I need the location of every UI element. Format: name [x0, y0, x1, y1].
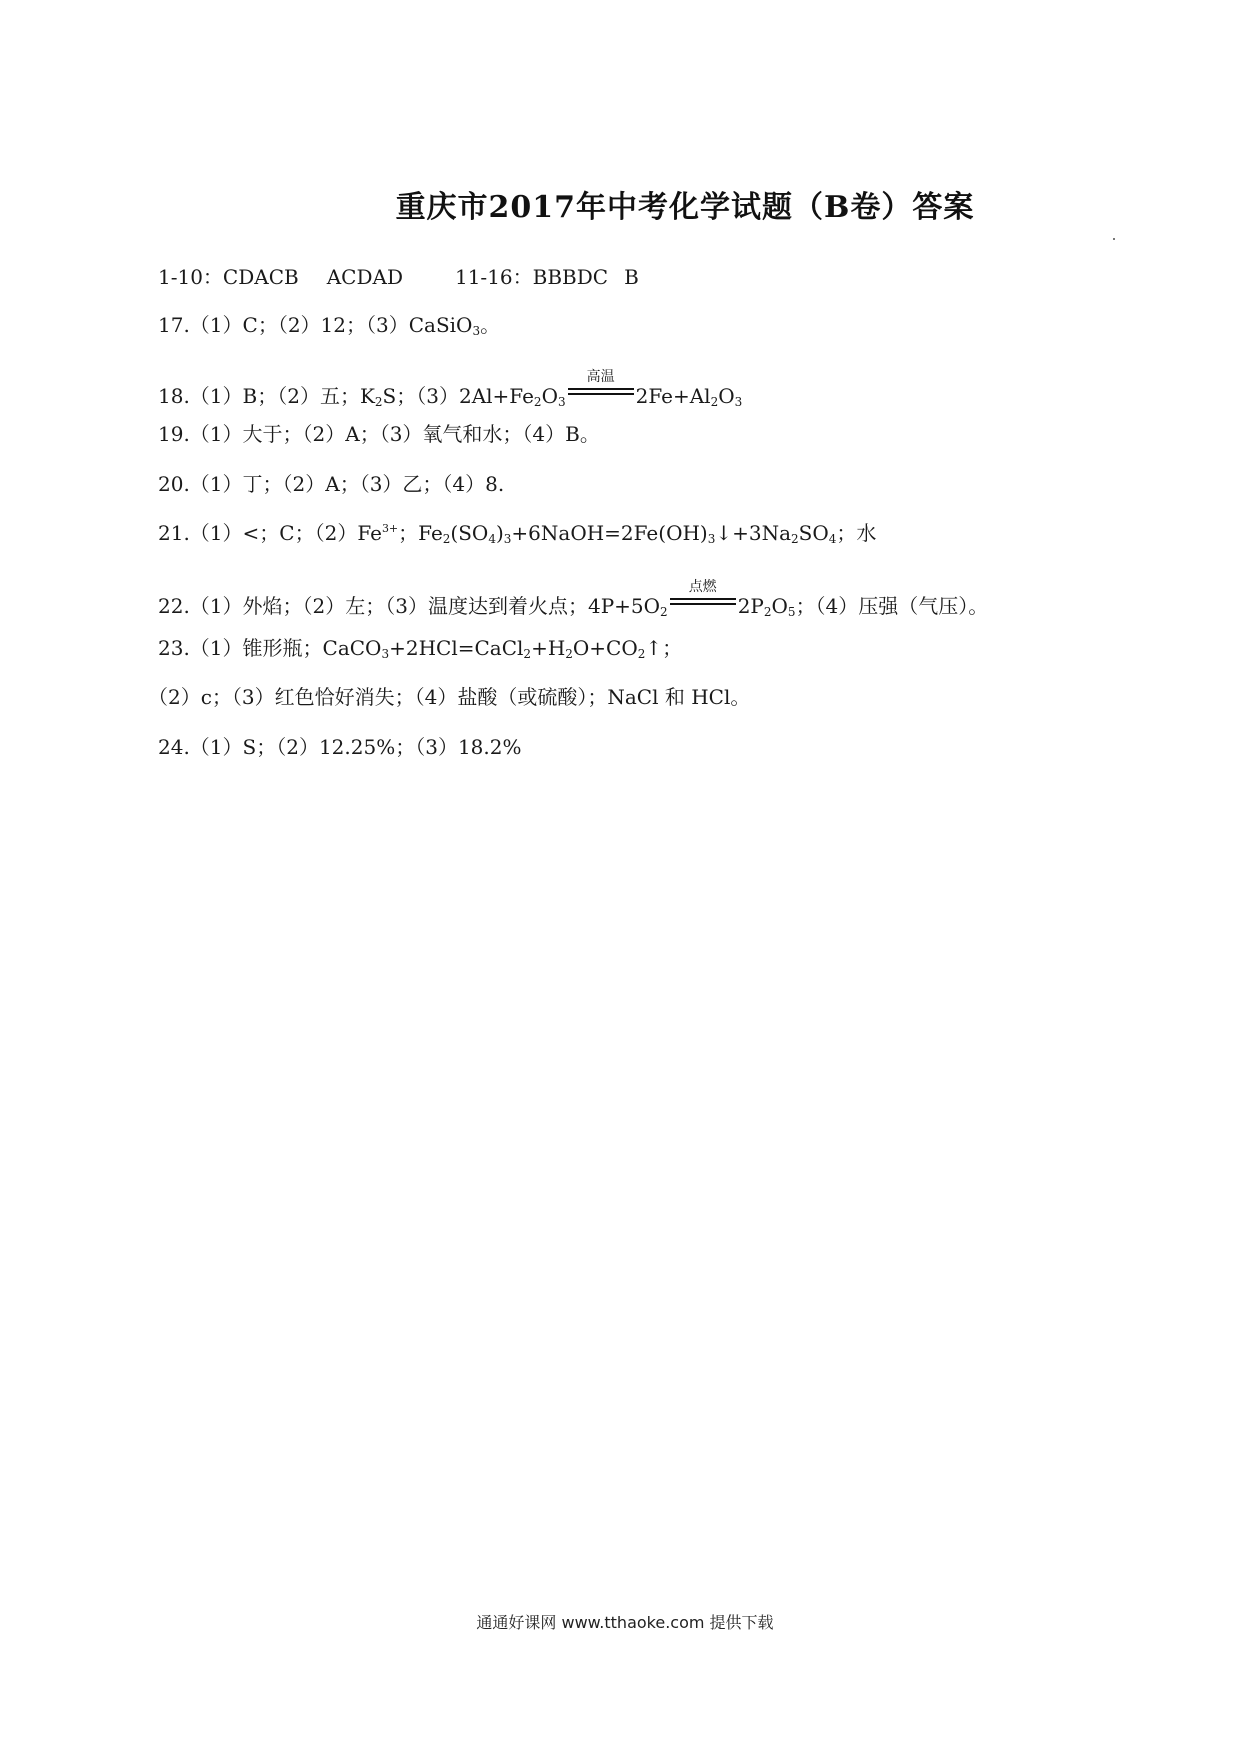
answer-line-20: 20.（1）丁；（2）A；（3）乙；（4）8.: [158, 472, 505, 496]
reaction-condition-ignite: 点燃: [670, 598, 736, 618]
answer-line-18: 18.（1）B；（2）五；$K_2S$；$(3)2Al+Fe_2O_3$ 高温 $2Fe+Al_2O_3$: [158, 368, 743, 409]
answer-line-23-cont: （2）c；（3）红色恰好消失；（4）盐酸（或硫酸）；NaCl 和 HCl。: [148, 685, 751, 709]
answer-1-10-a: 1-10：CDACB: [158, 265, 299, 289]
answer-11-16-a: 11-16：BBBDC: [454, 265, 609, 289]
answer-1-10-b: ACDAD: [326, 265, 403, 289]
reaction-condition-high-temp: 高温: [568, 388, 634, 408]
answer-line-22: 22.（1）外焰；（2）左；（3）温度达到着火点；$4P+5O_2$ 点燃 $2P_2O_5$；（4）压强（气压）。: [158, 578, 989, 619]
scan-speck: [1113, 238, 1115, 240]
answer-line-1-16: [158, 261, 639, 290]
answer-line-24: 24.（1）S；（2）12.25%；（3）18.2%: [158, 735, 522, 759]
answer-11-16-b: B: [624, 265, 639, 289]
footer-source: 通通好课网 www.tthaoke.com 提供下载: [476, 1613, 774, 1632]
answer-line-19: 19.（1）大于；（2）A；（3）氧气和水；（4）B。: [158, 422, 600, 446]
answer-line-17: 17.（1）C；（2）12；（3）CaSiO$_3$。: [158, 313, 501, 338]
answer-line-23: 23.（1）锥形瓶；$CaCO_3+2HCl=CaCl_2+H_2O+CO_2↑$；: [158, 636, 683, 661]
page-title: 重庆市2017年中考化学试题（B卷）答案: [395, 190, 975, 225]
answer-line-21: 21.（1）<；C；$(2)Fe^{3+}$；$Fe_2(SO_4)_3+6NaOH=2Fe(OH)_3↓+3Na_2SO_4$；水: [158, 521, 877, 546]
